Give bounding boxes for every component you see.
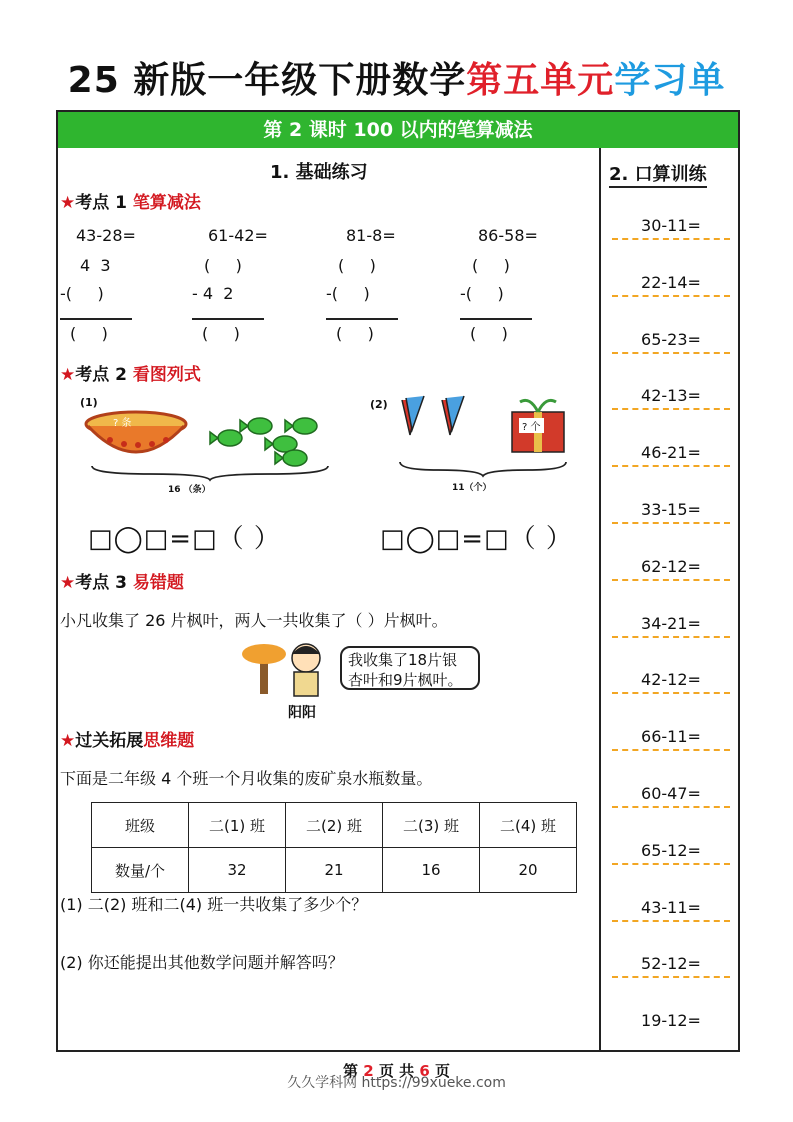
oral-item[interactable]: 30-11= [641, 216, 701, 235]
brace-icon [90, 464, 330, 482]
oral-item[interactable]: 42-13= [641, 386, 701, 406]
answer-dash-line [612, 806, 730, 808]
oral-item[interactable]: 19-12= [641, 1011, 701, 1031]
answer-dash-line [612, 408, 730, 410]
oral-item[interactable]: 65-12= [641, 840, 701, 860]
current-page: 2 [363, 1062, 374, 1080]
answer-dash-line [612, 636, 730, 638]
table-header-row [92, 803, 577, 848]
table-row [92, 848, 577, 893]
calc-result: ( ) [202, 324, 240, 343]
fish-icon [210, 418, 317, 466]
kp4-intro: 下面是二年级 4 个班一个月收集的废矿泉水瓶数量。 [60, 769, 433, 788]
calc-expr: 43-28= [76, 226, 136, 245]
tree-icon [242, 644, 286, 694]
oral-item[interactable]: 33-15= [641, 500, 701, 519]
table-header-cell: 二(3) 班 [383, 803, 480, 848]
oral-item[interactable]: 22-14= [641, 272, 701, 292]
table-header-cell: 二(1) 班 [189, 803, 286, 848]
pic1-total: 16 （条） [168, 485, 211, 495]
answer-dash-line [612, 692, 730, 694]
kp3-label: 考点 3 [75, 573, 133, 593]
kp4-name: 思维题 [143, 731, 195, 751]
title-part-3: 学习单 [614, 60, 726, 101]
bottle-count-table [91, 802, 577, 893]
table-cell: 21 [286, 848, 383, 893]
table-cell: 16 [383, 848, 480, 893]
section-basic-title: 1. 基础练习 [270, 162, 368, 183]
oral-item[interactable]: 43-11= [641, 897, 701, 917]
table-header-cell: 二(2) 班 [286, 803, 383, 848]
column-divider [599, 148, 601, 1052]
answer-dash-line [612, 465, 730, 467]
pic1-tag: (1) [80, 396, 98, 409]
kp4-label: 过关拓展 [75, 731, 144, 751]
bubble-line-1: 我收集了18片银 [348, 651, 458, 669]
star-icon: ★ [60, 573, 76, 593]
oral-item[interactable]: 52-12= [641, 954, 701, 974]
answer-dash-line [612, 920, 730, 922]
vertical-calcs [60, 226, 590, 356]
title-part-1: 25 新版一年级下册数学 [67, 60, 467, 101]
total-pages: 6 [419, 1062, 430, 1080]
calc-expr: 86-58= [478, 226, 538, 245]
table-header-cell: 二(4) 班 [480, 803, 577, 848]
calc-line [192, 318, 264, 320]
oral-item[interactable]: 60-47= [641, 784, 701, 803]
calc-result: ( ) [470, 324, 508, 343]
kp2-name: 看图列式 [132, 365, 201, 385]
kp2-heading [60, 360, 201, 385]
question-2: (2) 你还能提出其他数学问题并解答吗？ [60, 953, 344, 972]
section-oral-title: 2. 口算训练 [609, 160, 707, 188]
speech-bubble [340, 646, 480, 690]
calc-line [60, 318, 132, 320]
footer-text: 第 [342, 1062, 364, 1080]
answer-dash-line [612, 522, 730, 524]
answer-dash-line [612, 238, 730, 240]
oral-item[interactable]: 65-23= [641, 329, 701, 349]
kp2-label: 考点 2 [75, 365, 133, 385]
shape-equation-1[interactable]: □◯□=□（ ） [88, 524, 281, 554]
answer-dash-line [612, 352, 730, 354]
calc-mid: - 4 2 [192, 284, 234, 303]
table-header-cell: 班级 [92, 803, 189, 848]
kp3-name: 易错题 [132, 573, 184, 593]
footer-text: 页 共 [373, 1062, 420, 1080]
person-name: 阳阳 [288, 705, 316, 721]
oral-item[interactable]: 62-12= [641, 556, 701, 576]
calc-top: ( ) [204, 256, 242, 275]
answer-dash-line [612, 295, 730, 297]
kp1-heading [60, 188, 201, 213]
table-cell: 20 [480, 848, 577, 893]
page-title [0, 52, 793, 103]
kp4-heading [60, 726, 194, 751]
answer-dash-line [612, 976, 730, 978]
answer-dash-line [612, 579, 730, 581]
watermark: 久久学科网 https://99xueke.com [287, 1075, 506, 1091]
bowl-label: ? 条 [113, 418, 132, 429]
shuttlecock-icon [402, 396, 464, 435]
kp1-name: 笔算减法 [132, 193, 201, 213]
footer-text: 页 [429, 1062, 450, 1080]
pic2-total: 11（个） [452, 483, 492, 493]
pic2-tag: (2) [370, 398, 388, 411]
shape-equation-2[interactable]: □◯□=□（ ） [380, 524, 573, 554]
calc-mid: -( ) [460, 284, 504, 303]
bubble-line-2: 杏叶和9片枫叶。 [348, 671, 463, 689]
pic2-illustration [390, 390, 580, 462]
calc-top: ( ) [338, 256, 376, 275]
answer-dash-line [612, 863, 730, 865]
calc-top: ( ) [472, 256, 510, 275]
star-icon: ★ [60, 365, 76, 385]
calc-top: 4 3 [80, 256, 111, 275]
brace-icon [398, 460, 568, 478]
calc-line [460, 318, 532, 320]
kp3-question: 小凡收集了 26 片枫叶，两人一共收集了（ ）片枫叶。 [60, 611, 448, 630]
gift-label: ? 个 [519, 418, 544, 433]
table-cell: 32 [189, 848, 286, 893]
bowl-icon [86, 412, 186, 452]
star-icon: ★ [60, 731, 76, 751]
calc-mid: -( ) [60, 284, 104, 303]
calc-expr: 61-42= [208, 226, 268, 245]
table-cell: 数量/个 [92, 848, 189, 893]
oral-item[interactable]: 34-21= [641, 613, 701, 633]
child-with-tree-illustration [240, 636, 340, 700]
calc-result: ( ) [70, 324, 108, 343]
question-1: (1) 二(2) 班和二(4) 班一共收集了多少个？ [60, 895, 368, 914]
answer-dash-line [612, 749, 730, 751]
kp3-heading [60, 568, 184, 593]
calc-result: ( ) [336, 324, 374, 343]
star-icon: ★ [60, 193, 76, 213]
calc-mid: -( ) [326, 284, 370, 303]
child-icon [292, 644, 320, 696]
oral-item[interactable]: 42-12= [641, 670, 701, 690]
oral-item[interactable]: 66-11= [641, 727, 701, 747]
kp1-label: 考点 1 [75, 193, 133, 213]
title-part-2: 第五单元 [466, 60, 615, 101]
calc-expr: 81-8= [346, 226, 396, 245]
lesson-banner: 第 2 课时 100 以内的笔算减法 [58, 112, 738, 148]
oral-item[interactable]: 46-21= [641, 443, 701, 463]
calc-line [326, 318, 398, 320]
